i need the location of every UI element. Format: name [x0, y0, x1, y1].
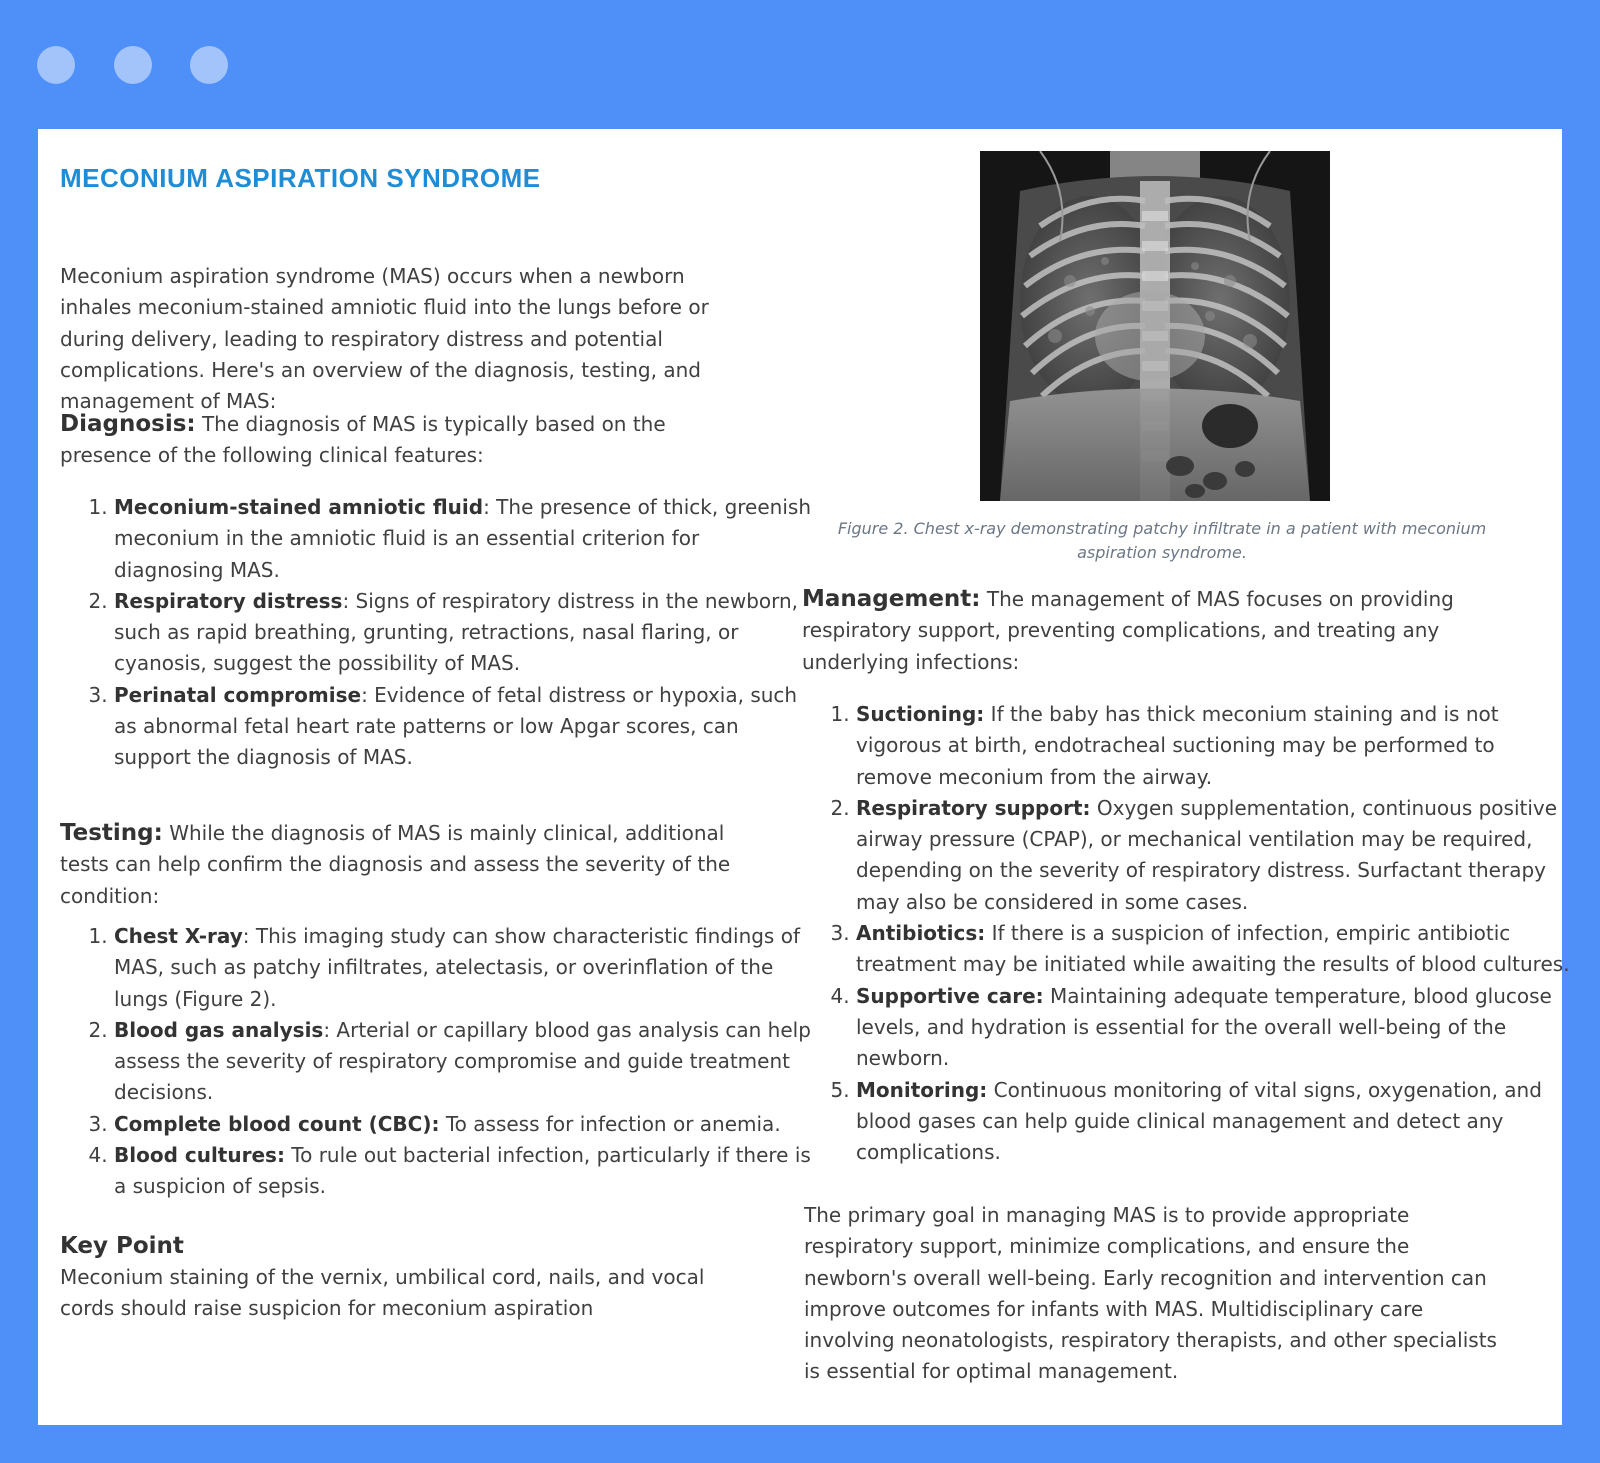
list-item: [856, 918, 1576, 981]
figure-caption: Figure 2. Chest x-ray demonstrating patchy infiltrate in a patient with meconium aspiration syndrome.: [837, 519, 1487, 562]
page-title: MECONIUM ASPIRATION SYNDROME: [60, 163, 541, 193]
diagnosis-list: [60, 492, 814, 774]
list-item-text: Maintaining adequate temperature, blood glucose levels, and hydration is essential for the overall well-being of the newborn.: [856, 983, 1552, 1071]
list-item-text: If there is a suspicion of infection, empiric antibiotic treatment may be initiated while awaiting the results of blood cultures.: [856, 921, 1570, 977]
list-item-term: Complete blood count (CBC):: [114, 1111, 440, 1136]
list-item: [114, 1109, 814, 1140]
list-item-text: Oxygen supplementation, continuous positive airway pressure (CPAP), or mechanical ventilation may be required, depending on the severity of respiratory distress. Surfactant therapy may also be considered in some cases.: [856, 795, 1558, 914]
list-item-text: : Evidence of fetal distress or hypoxia, such as abnormal fetal heart rate patterns or low Apgar scores, can support the diagnosis of MAS.: [114, 682, 798, 770]
list-item: [856, 699, 1576, 793]
list-item-term: Meconium-stained amniotic fluid: [114, 495, 484, 519]
list-item: [114, 680, 814, 774]
testing-list: [60, 921, 814, 1203]
list-item-term: Monitoring:: [856, 1077, 988, 1102]
list-item: [114, 921, 814, 1015]
list-item: [114, 586, 814, 680]
conclusion-paragraph: The primary goal in managing MAS is to provide appropriate respiratory support, minimize complications, and ensure the newborn's overall well-being. Early recognition and intervention can improve outcomes for infants with MAS. Multidisciplinary care involving neonatologists, respiratory therapists, and other specialists is essential for optimal management.: [804, 1203, 1497, 1384]
diagnosis-paragraph: [60, 409, 760, 472]
list-item: [114, 1140, 814, 1203]
window-dot-1[interactable]: [37, 46, 75, 84]
list-item-text: : Signs of respiratory distress in the newborn, such as rapid breathing, grunting, retractions, nasal flaring, or cyanosis, suggest the possibility of MAS.: [114, 588, 799, 676]
list-item: [114, 1015, 814, 1109]
chest-xray-image: [980, 151, 1330, 501]
list-item: [856, 1075, 1576, 1169]
window-dot-2[interactable]: [114, 46, 152, 84]
management-text: The management of MAS focuses on providing respiratory support, preventing complications, and treating any underlying infections:: [802, 587, 1454, 674]
list-item-term: Blood gas analysis: [114, 1017, 324, 1042]
list-item-text: Continuous monitoring of vital signs, oxygenation, and blood gases can help guide clinical management and detect any complications.: [856, 1077, 1542, 1165]
list-item-term: Respiratory distress: [114, 588, 343, 613]
list-item-term: Supportive care:: [856, 983, 1044, 1008]
intro-paragraph: Meconium aspiration syndrome (MAS) occurs when a newborn inhales meconium-stained amniotic fluid into the lungs before or during delivery, leading to respiratory distress and potential complications. Here's an overview of the diagnosis, testing, and management of MAS:: [60, 264, 709, 414]
content-panel: [38, 129, 1570, 1425]
list-item-term: Respiratory support:: [856, 795, 1091, 820]
diagnosis-heading: Diagnosis:: [60, 411, 196, 437]
management-list: [802, 699, 1576, 1168]
list-item-text: : The presence of thick, greenish meconium in the amniotic fluid is an essential criterion for diagnosing MAS.: [114, 495, 811, 582]
list-item-term: Antibiotics:: [856, 921, 986, 946]
testing-heading: Testing:: [60, 820, 163, 846]
window-dot-3[interactable]: [190, 46, 228, 84]
list-item-text: If the baby has thick meconium staining and is not vigorous at birth, endotracheal suctioning may be performed to remove meconium from the airway.: [856, 702, 1499, 789]
list-item-text: To assess for infection or anemia.: [439, 1111, 781, 1136]
chest-xray-graphic: [980, 151, 1330, 501]
testing-text: While the diagnosis of MAS is mainly clinical, additional tests can help confirm the diagnosis and assess the severity of the condition:: [60, 821, 731, 908]
list-item: [856, 793, 1576, 918]
list-item-text: : Arterial or capillary blood gas analysis can help assess the severity of respiratory compromise and guide treatment decisions.: [114, 1017, 811, 1105]
diagnosis-text: The diagnosis of MAS is typically based on the presence of the following clinical features:: [60, 412, 666, 468]
key-point-title: Key Point: [60, 1233, 184, 1259]
list-item: [114, 492, 814, 586]
management-heading: Management:: [802, 586, 981, 612]
key-point-text: Meconium staining of the vernix, umbilical cord, nails, and vocal cords should raise suspicion for meconium aspiration: [60, 1265, 705, 1321]
list-item-term: Perinatal compromise: [114, 682, 362, 707]
list-item-text: To rule out bacterial infection, particularly if there is a suspicion of sepsis.: [114, 1143, 811, 1199]
management-paragraph: [802, 584, 1522, 678]
list-item-term: Suctioning:: [856, 702, 985, 726]
list-item-term: Chest X-ray: [114, 924, 243, 948]
list-item-term: Blood cultures:: [114, 1143, 285, 1168]
key-point-box: [60, 1231, 760, 1325]
list-item-text: : This imaging study can show characteristic findings of MAS, such as patchy infiltrates, atelectasis, or overinflation of the lungs (Figure 2).: [114, 924, 800, 1011]
list-item: [856, 981, 1576, 1075]
testing-paragraph: [60, 818, 760, 912]
